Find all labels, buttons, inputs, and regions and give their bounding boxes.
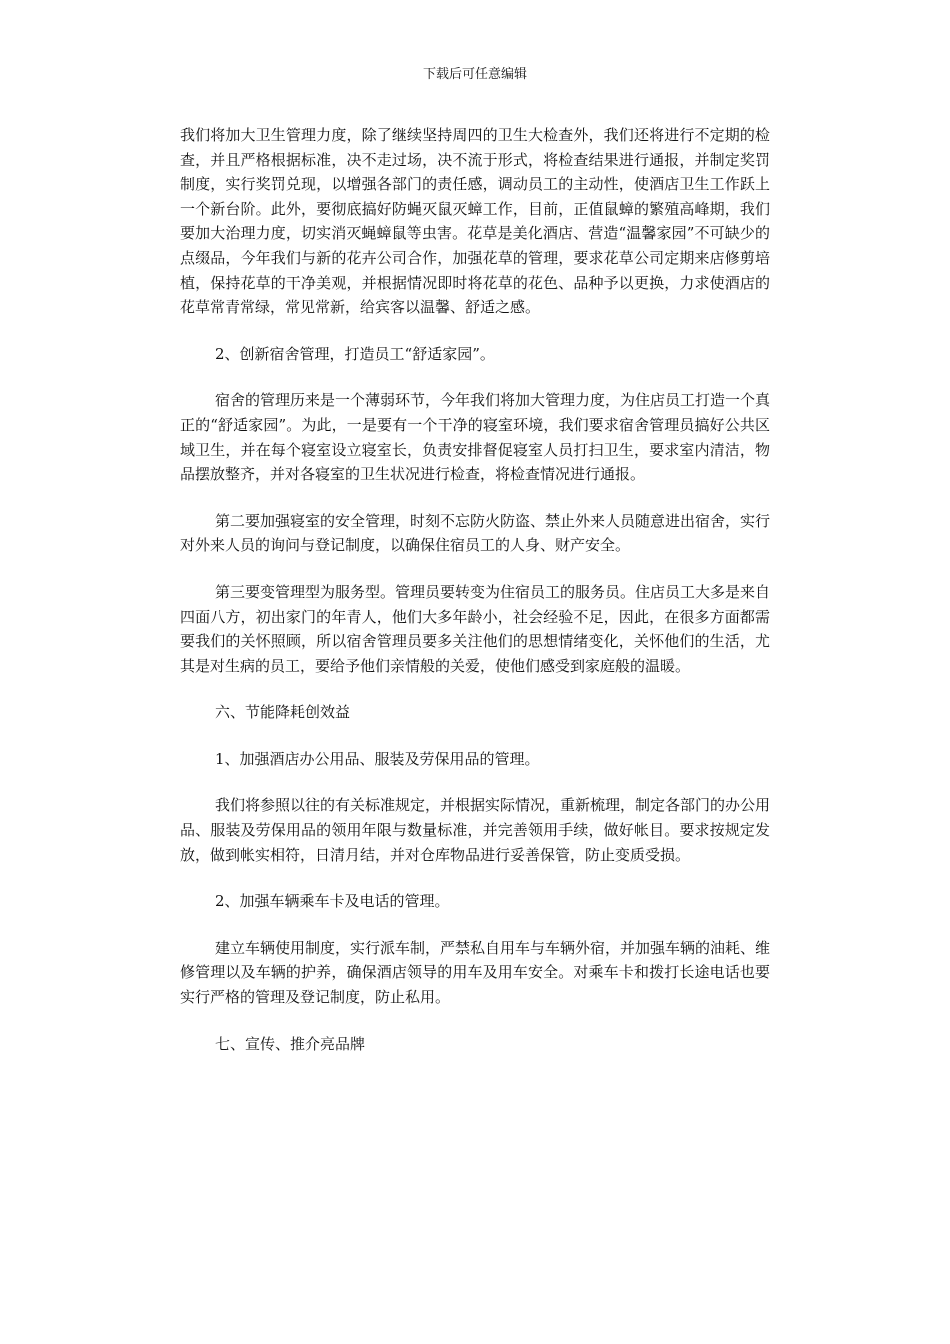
paragraph-vehicles: 建立车辆使用制度，实行派车制，严禁私自用车与车辆外宿，并加强车辆的油耗、维修管理以及车辆的护养，确保酒店领导的用车及用车安全。对乘车卡和拨打长途电话也要实行严格的管理及登记制度，防止私用。 bbox=[180, 938, 771, 1007]
paragraph-dormitory-service: 第三要变管理型为服务型。管理员要转变为住宿员工的服务员。住店员工大多是来自四面八方，初出家门的年青人，他们大多年龄小，社会经验不足，因此，在很多方面都需要我们的关怀照顾，所以宿舍管理员要多关注他们的思想情绪变化，关怀他们的生活，尤其是对生病的员工，要给予他们亲情般的关爱，使他们感受到家庭般的温暖。 bbox=[180, 582, 771, 675]
page-header: 下载后可任意编辑 bbox=[422, 67, 527, 82]
paragraph-hygiene: 我们将加大卫生管理力度，除了继续坚持周四的卫生大检查外，我们还将进行不定期的检查，并且严格根据标准，决不走过场，决不流于形式，将检查结果进行通报，并制定奖罚制度，实行奖罚兑现，以增强各部门的责任感，调动员工的主动性，使酒店卫生工作跃上一个新台阶。此外，要彻底搞好防蝇灭鼠灭蟑工作，目前，正值鼠蟑的繁殖高峰期，我们要加大治理力度，切实消灭蝇蟑鼠等虫害。花草是美化酒店、营造“温馨家园”不可缺少的点缀品，今年我们与新的花卉公司合作，加强花草的管理，要求花草公司定期来店修剪培植，保持花草的干净美观，并根据情况即时将花草的花色、品种予以更换，力求使酒店的花草常青常绿，常见常新，给宾客以温馨、舒适之感。 bbox=[180, 126, 770, 317]
paragraph-supplies: 我们将参照以往的有关标准规定，并根据实际情况，重新梳理，制定各部门的办公用品、服装及劳保用品的领用年限与数量标准，并完善领用手续，做好帐目。要求按规定发放，做到帐实相符，日清月结，并对仓库物品进行妥善保管，防止变质受损。 bbox=[180, 796, 771, 864]
section-heading-energy-saving: 六、节能降耗创效益 bbox=[215, 703, 351, 722]
document-body bbox=[180, 123, 770, 1078]
paragraph-dormitory-environment: 宿舍的管理历来是一个薄弱环节，今年我们将加大管理力度，为住店员工打造一个真正的“舒适家园”。为此，一是要有一个干净的寝室环境，我们要求宿舍管理员搞好公共区域卫生，并在每个寝室设立寝室长，负责安排督促寝室人员打扫卫生，要求室内清洁，物品摆放整齐，并对各寝室的卫生状况进行检查，将检查情况进行通报。 bbox=[180, 391, 771, 484]
paragraph-dormitory-safety: 第二要加强寝室的安全管理，时刻不忘防火防盗、禁止外来人员随意进出宿舍，实行对外来人员的询问与登记制度，以确保住宿员工的人身、财产安全。 bbox=[180, 511, 771, 555]
subsection-heading-supplies: 1、加强酒店办公用品、服装及劳保用品的管理。 bbox=[215, 749, 540, 768]
subsection-heading-vehicles: 2、加强车辆乘车卡及电话的管理。 bbox=[215, 892, 450, 911]
section-heading-dormitory: 2、创新宿舍管理，打造员工“舒适家园”。 bbox=[215, 344, 495, 363]
section-heading-promotion: 七、宣传、推介亮品牌 bbox=[215, 1034, 366, 1053]
